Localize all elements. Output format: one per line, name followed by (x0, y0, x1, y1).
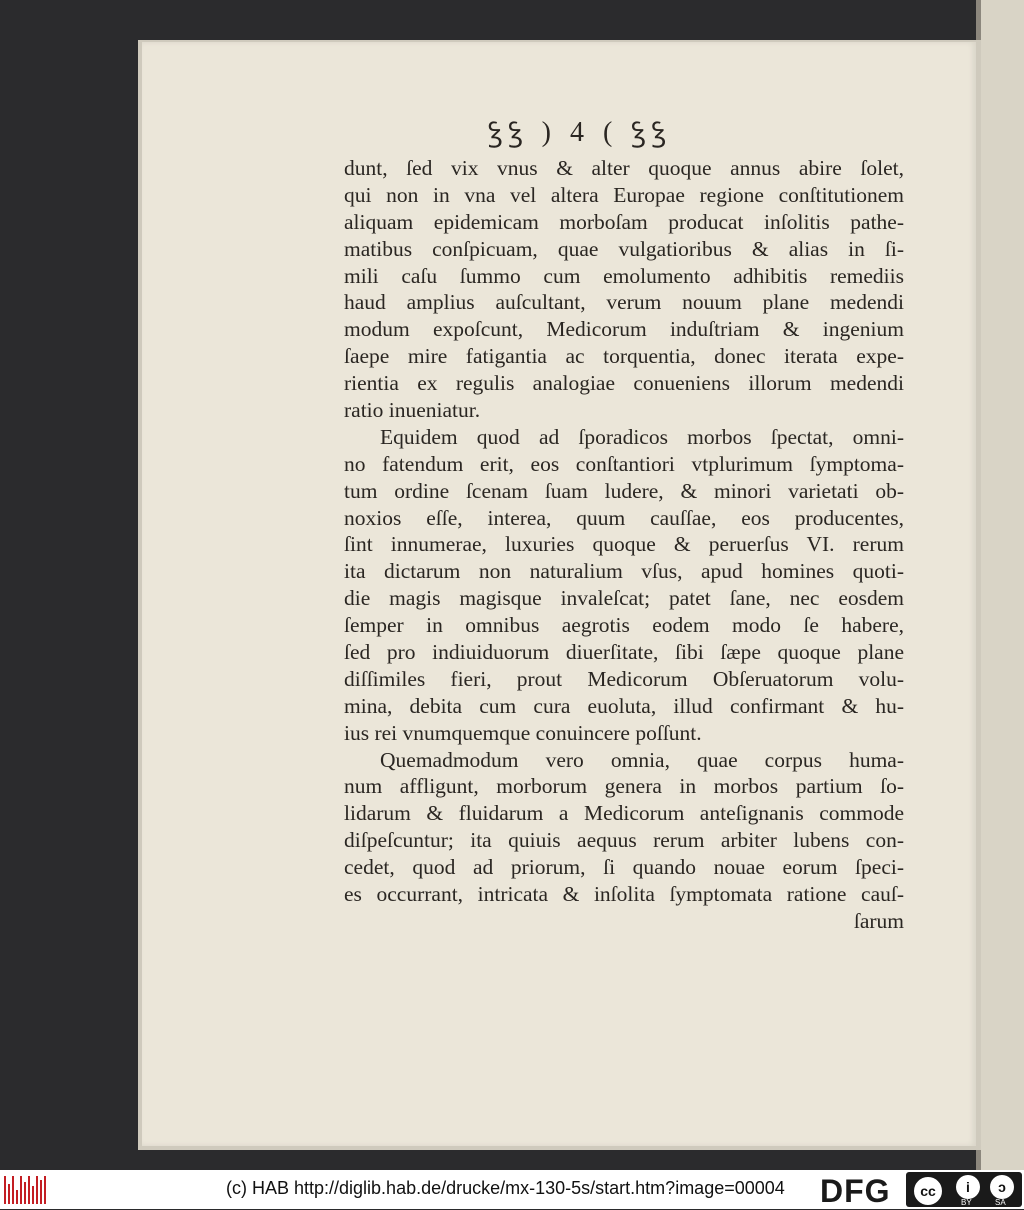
text-line: mina, debita cum cura euoluta, illud confirmant & hu- (344, 693, 904, 718)
text-line: num affligunt, morborum genera in morbos partium ſo- (344, 774, 904, 799)
text-line: qui non in vna vel altera Europae regione conſtitutionem (344, 182, 904, 207)
text-line: cedet, quod ad priorum, ſi quando nouae eorum ſpeci- (344, 855, 904, 880)
text-line: ratio inueniatur. (344, 398, 481, 423)
text-line: noxios eſſe, interea, quum cauſſae, eos producentes, (344, 505, 904, 530)
text-line: ita dictarum non naturalium vſus, apud homines quoti- (344, 559, 904, 584)
book-edge-left (0, 0, 40, 1170)
text-line: ſaepe mire fatigantia ac torquentia, donec iterata expe- (344, 344, 904, 369)
citation-link[interactable]: (c) HAB http://diglib.hab.de/drucke/mx-130-5s/start.htm?image=00004 (226, 1178, 785, 1198)
text-line: rientia ex regulis analogiae conueniens illorum medendi (344, 371, 904, 396)
text-line: dunt, ſed vix vnus & alter quoque annus abire ſolet, (344, 156, 904, 180)
dfg-logo: DFG (820, 1173, 891, 1209)
text-line: ſed pro indiuiduorum diuerſitate, ſibi ſæpe quoque plane (344, 640, 904, 665)
attribution-icon: i (956, 1175, 980, 1199)
adjacent-page-edge (981, 0, 1024, 1170)
page-header: ꝣꝣ ) 4 ( ꝣꝣ (488, 117, 672, 148)
text-line: diſpeſcuntur; ita quiuis aequus rerum arbiter lubens con- (344, 828, 904, 853)
text-line: modum expoſcunt, Medicorum induſtriam & ingenium (344, 317, 904, 342)
text-line: aliquam epidemicam morboſam producat inſolitis pathe- (344, 209, 904, 234)
text-line: ius rei vnumquemque conuincere poſſunt. (344, 720, 702, 745)
page-body (344, 155, 904, 935)
text-line: Equidem quod ad ſporadicos morbos ſpectat, omni- (380, 424, 904, 449)
text-line: mili caſu ſummo cum emolumento adhibitis remediis (344, 263, 904, 288)
text-line: die magis magisque invaleſcat; patet ſane, nec eosdem (344, 586, 904, 611)
by-label: BY (961, 1198, 972, 1207)
cc-icon: cc (912, 1175, 944, 1207)
sa-label: SA (995, 1198, 1006, 1207)
text-line: lidarum & fluidarum a Medicorum anteſignanis commode (344, 801, 904, 826)
text-line: es occurrant, intricata & inſolita ſymptomata ratione cauſ- (344, 882, 904, 907)
text-line: haud amplius auſcultant, verum nouum plane medendi (344, 290, 904, 315)
catchword: ſarum (853, 908, 904, 933)
text-line: matibus conſpicuam, quae vulgatioribus & alias in ſi- (344, 236, 904, 261)
cc-license-badge[interactable] (906, 1172, 1022, 1207)
text-line: diſſimiles fieri, prout Medicorum Obſeruatorum volu- (344, 666, 904, 691)
text-line: tum ordine ſcenam ſuam ludere, & minori varietati ob- (344, 478, 904, 503)
hab-logo-icon (4, 1176, 48, 1204)
text-line: Quemadmodum vero omnia, quae corpus huma- (380, 747, 904, 772)
share-alike-icon: ↄ (990, 1175, 1014, 1199)
text-line: no fatendum erit, eos conſtantiori vtplurimum ſymptoma- (344, 451, 904, 476)
footer-bar (0, 1170, 1024, 1209)
text-line: ſint innumerae, luxuries quoque & peruerſus VI. rerum (344, 532, 904, 557)
text-line: ſemper in omnibus aegrotis eodem modo ſe habere, (344, 613, 904, 638)
